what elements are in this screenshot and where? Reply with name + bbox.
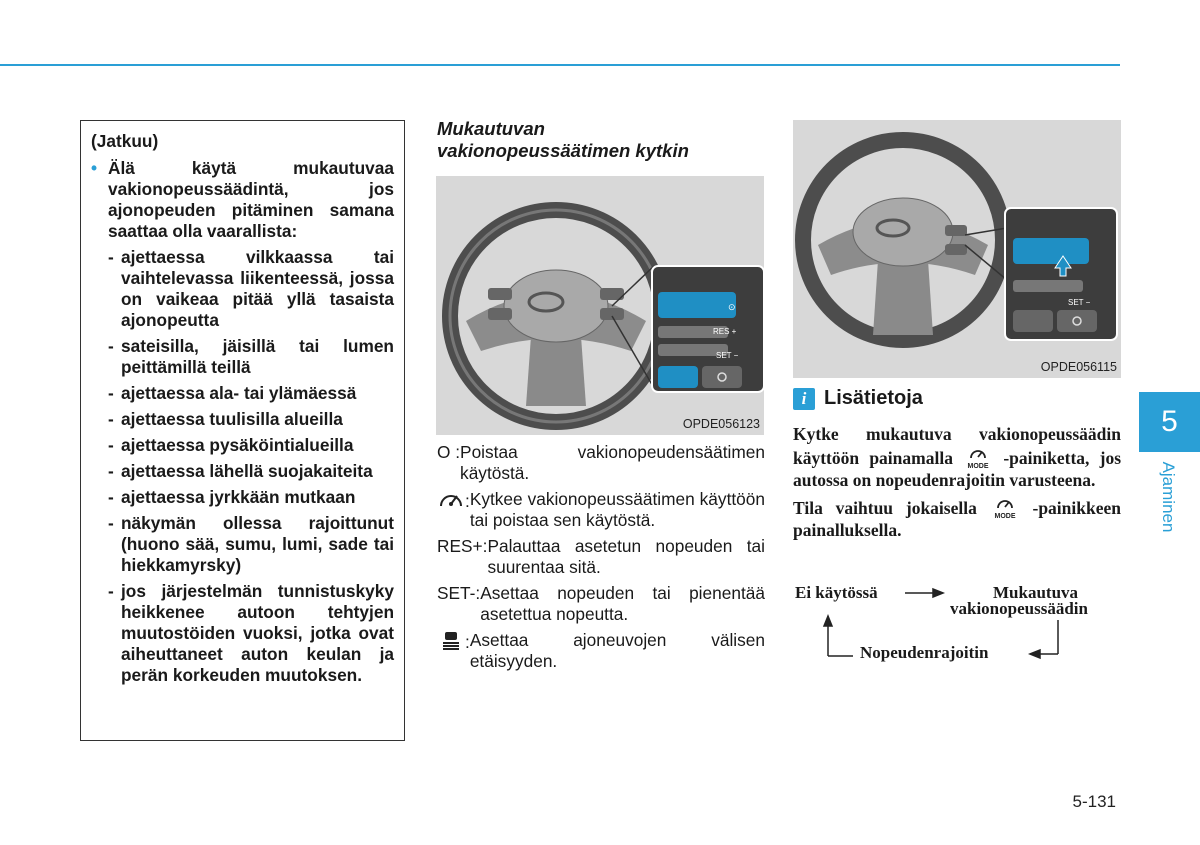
set-label: SET − (1068, 298, 1091, 307)
info-body (793, 424, 1121, 547)
list-item: - ajettaessa vilkkaassa tai vaihtelevassa liikenteessä, jossa on vaikeaa pitää yllä tasaista ajonopeutta (108, 247, 394, 330)
flow-acc-line1: Mukautuva (993, 583, 1079, 602)
info-heading (793, 387, 923, 410)
info-icon: i (793, 388, 815, 410)
page-number: 5-131 (1072, 792, 1116, 811)
flow-limiter: Nopeudenrajoitin (860, 643, 989, 662)
svg-text:⊙: ⊙ (728, 302, 736, 312)
warning-intro (91, 158, 394, 242)
list-item: - ajettaessa jyrkkään mutkaan (108, 487, 356, 507)
steering-wheel-illustration (436, 176, 764, 435)
section-heading: Mukautuvan vakionopeussäätimen kytkin (437, 118, 689, 161)
continued-label: (Jatkuu) (91, 131, 159, 151)
warning-intro-text: Älä käytä mukautuvaa vakionopeussäädintä, jos ajonopeuden pitäminen samana saattaa olla vaarallista: (108, 158, 394, 241)
chapter-tab: 5 (1139, 392, 1200, 452)
flow-off: Ei käytössä (795, 583, 878, 602)
mode-button-icon (963, 446, 993, 470)
button-definitions (437, 442, 765, 677)
image-code: OPDE056123 (682, 417, 760, 431)
steering-wheel-icon (436, 176, 764, 435)
header-rule (0, 64, 1120, 66)
mode-button-icon (990, 496, 1020, 520)
flow-acc-line2: vakionopeussäädin (950, 599, 1088, 618)
chapter-label: Ajaminen (1159, 461, 1178, 533)
list-item: - jos järjestelmän tunnistuskyky heikkenee autoon tehtyjen muutostöiden vuoksi, jotka ovat aiheuttaneet auton keulan ja perän korkeuden muutoksen. (108, 581, 394, 685)
image-code: OPDE056115 (1040, 360, 1117, 374)
steering-wheel-mode-illustration (793, 120, 1121, 378)
list-item: - ajettaessa ala- tai ylämäessä (108, 383, 357, 403)
definition-off: O : Poistaa vakionopeudensäätimen käytöstä. (437, 442, 765, 483)
svg-text:MODE: MODE (967, 462, 989, 470)
steering-wheel-icon (793, 120, 1121, 378)
list-item: - ajettaessa lähellä suojakaiteita (108, 461, 373, 481)
definition-res: RES+: Palauttaa asetetun nopeuden tai suurentaa sitä. (437, 536, 765, 577)
info-title: Lisätietoja (824, 387, 923, 409)
list-item: - sateisilla, jäisillä tai lumen peittämillä teillä (108, 336, 394, 377)
set-label: SET − (716, 351, 739, 360)
bullet-icon: • (91, 158, 98, 178)
vehicle-distance-icon (437, 630, 465, 652)
definition-distance: : Asettaa ajoneuvojen välisen etäisyyden. (437, 630, 765, 672)
flow-arrows (793, 580, 1123, 670)
info-paragraph: Kytke mukautuva vakionopeussäädin käyttöön painamalla MODE -painiketta, jos autossa on nopeudenrajoitin varusteena. (793, 424, 1121, 490)
list-item: - ajettaessa pysäköintialueilla (108, 435, 354, 455)
mode-flow-diagram (793, 580, 1123, 670)
definition-set: SET-: Asettaa nopeuden tai pienentää asetettua nopeutta. (437, 583, 765, 624)
list-item: - ajettaessa tuulisilla alueilla (108, 409, 343, 429)
warning-list (91, 247, 394, 686)
res-label: RES + (713, 327, 737, 336)
cruise-gauge-icon (437, 489, 465, 511)
list-item: - näkymän ollessa rajoittunut (huono sää, sumu, lumi, sade tai hiekkamyrsky) (108, 513, 394, 575)
warning-box (80, 120, 405, 741)
info-paragraph: Tila vaihtuu jokaisella MODE -painikkeen painalluksella. (793, 498, 1121, 540)
definition-cruise: : Kytkee vakionopeussäätimen käyttöön tai poistaa sen käytöstä. (437, 489, 765, 531)
svg-text:MODE: MODE (994, 513, 1016, 520)
